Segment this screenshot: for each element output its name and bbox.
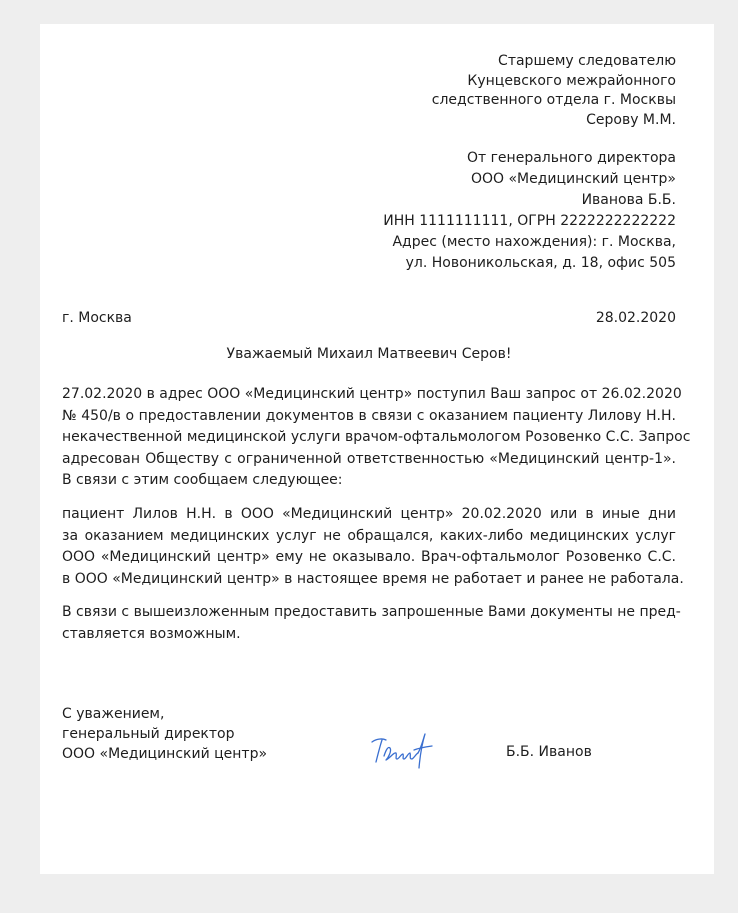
signer-name: Б.Б. Иванов xyxy=(506,744,592,760)
sender-line: ООО «Медицинский центр» xyxy=(470,171,676,187)
addressee-line: Кунцевского межрайонного xyxy=(467,72,676,89)
body-paragraph-1 xyxy=(62,384,691,492)
paragraph-line: ставляется возможным. xyxy=(62,625,241,642)
paragraph-line: В связи с вышеизложенным предоставить запрошенные Вами документы не пред- xyxy=(62,604,681,620)
paragraph-line: ООО «Медицинский центр» ему не оказывало. Врач-офтальмолог Розовенко С.С. xyxy=(62,549,676,565)
paragraph-line: некачественной медицинской услуги врачом-офтальмологом Розовенко С.С. Запрос xyxy=(62,429,691,445)
sender-line: ИНН 1111111111, ОГРН 2222222222222 xyxy=(383,213,676,229)
letter-date: 28.02.2020 xyxy=(595,310,676,326)
sender-block xyxy=(383,148,676,274)
closing-line: генеральный директор xyxy=(62,726,235,742)
paragraph-line: пациент Лилов Н.Н. в ООО «Медицинский центр» 20.02.2020 или в иные дни xyxy=(62,506,676,522)
closing-line: С уважением, xyxy=(62,706,165,722)
addressee-block xyxy=(432,52,676,130)
addressee-line: Серову М.М. xyxy=(586,111,676,128)
addressee-line: Старшему следователю xyxy=(498,53,676,69)
paragraph-line: 27.02.2020 в адрес ООО «Медицинский центр» поступил Ваш запрос от 26.02.2020 xyxy=(62,386,682,402)
letter-place: г. Москва xyxy=(62,310,132,326)
addressee-line: следственного отдела г. Москвы xyxy=(431,92,676,108)
letter-page xyxy=(40,24,714,874)
body-paragraph-3 xyxy=(62,602,681,645)
closing-block xyxy=(62,704,267,764)
closing-line: ООО «Медицинский центр» xyxy=(62,746,268,762)
handwritten-signature xyxy=(366,726,438,776)
paragraph-line: В связи с этим сообщаем следующее: xyxy=(62,472,343,488)
paragraph-line: адресован Обществу с ограниченной ответственностью «Медицинский центр-1». xyxy=(62,450,676,467)
sender-line: Адрес (место нахождения): г. Москва, xyxy=(392,234,676,250)
salutation: Уважаемый Михаил Матвеевич Серов! xyxy=(226,346,512,362)
sender-line: Иванова Б.Б. xyxy=(581,192,676,208)
paragraph-line: в ООО «Медицинский центр» в настоящее время не работает и ранее не работала. xyxy=(62,570,684,587)
sender-line: От генерального директора xyxy=(466,150,676,166)
paragraph-line: за оказанием медицинских услуг не обращался, каких-либо медицинских услуг xyxy=(62,527,676,544)
sender-line: ул. Новоникольская, д. 18, офис 505 xyxy=(405,255,676,271)
body-paragraph-2 xyxy=(62,504,684,590)
paragraph-line: № 450/в о предоставлении документов в связи с оказанием пациенту Лилову Н.Н. xyxy=(62,407,676,424)
